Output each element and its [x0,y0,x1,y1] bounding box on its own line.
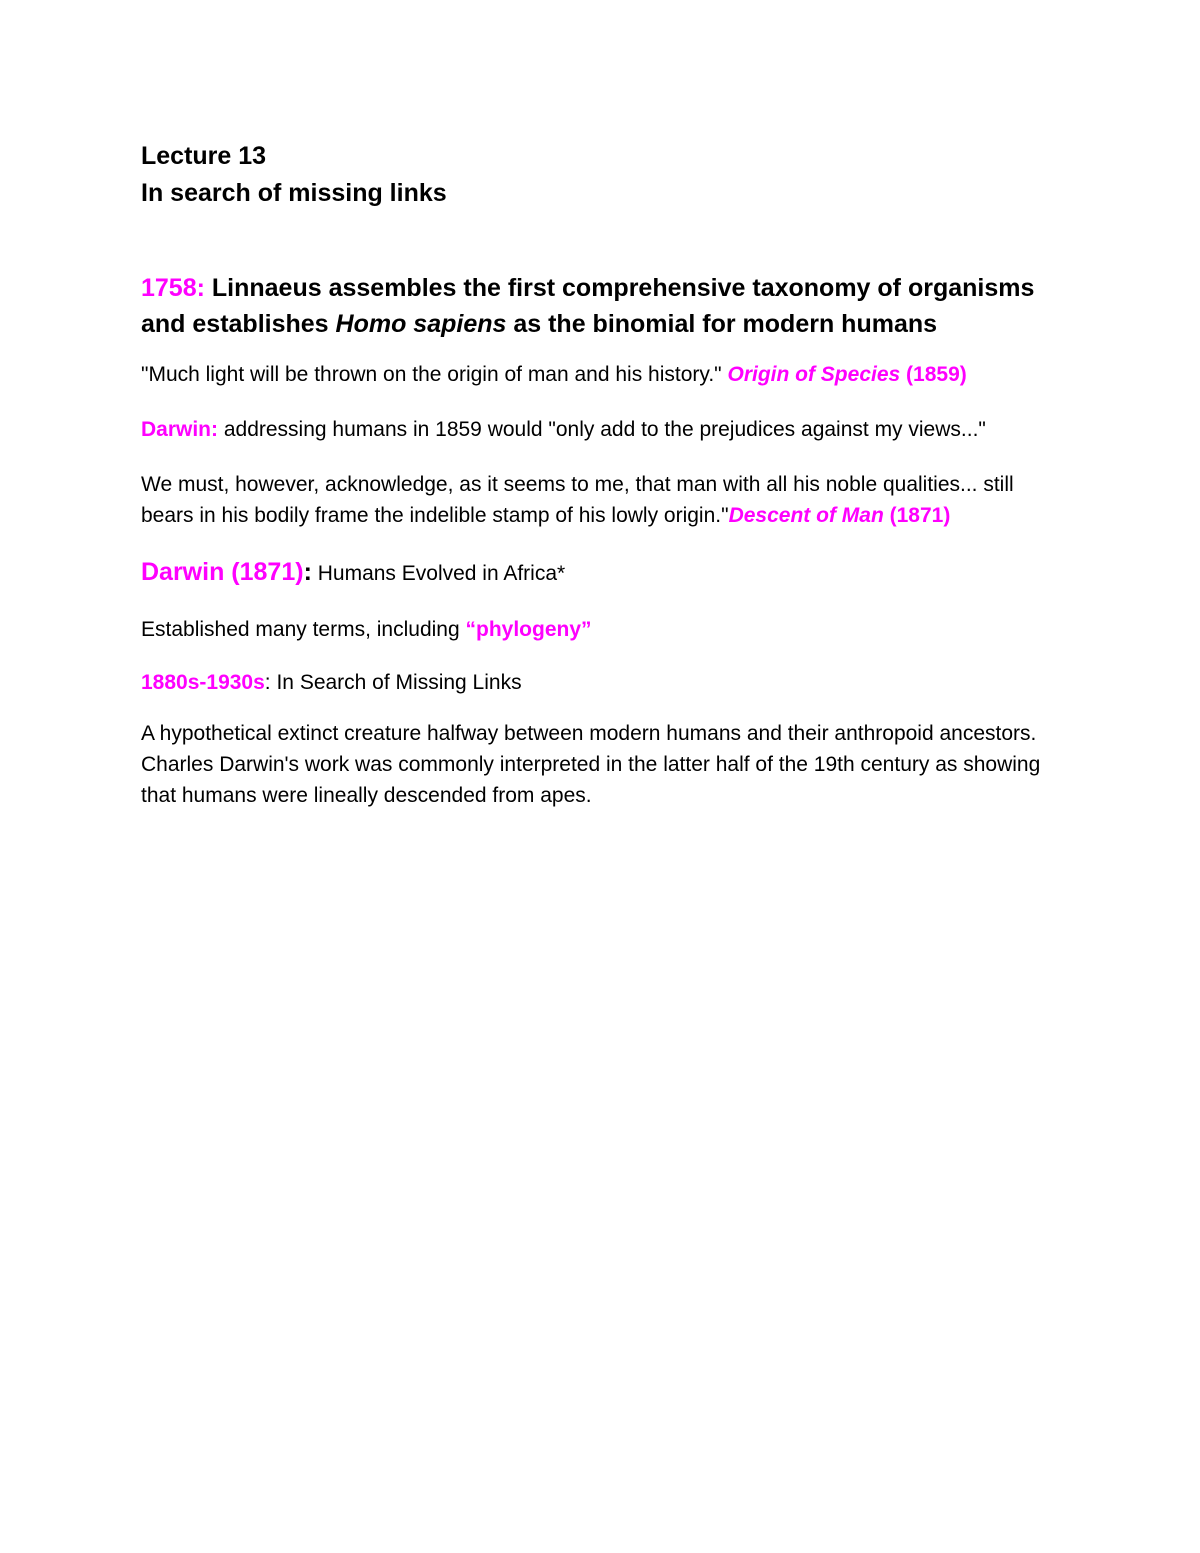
terms-paragraph [141,614,1071,645]
terms-text: Established many terms, including [141,618,466,641]
descent-quote-text: We must, however, acknowledge, as it seems to me, that man with all his noble qualities... still bears in his bodily frame the indelible stamp of his lowly origin." [141,473,1014,527]
phylogeny-term: “phylogeny” [465,618,592,641]
lecture-title [141,138,1071,212]
origin-quote-text: "Much light will be thrown on the origin of man and his history." [141,363,728,386]
darwin-1859-text: addressing humans in 1859 would "only add to the prejudices against my views..." [218,418,986,441]
origin-year: (1859) [900,363,967,386]
darwin-1859-paragraph [141,414,1071,445]
linnaeus-heading [141,270,1071,342]
darwin-1871-heading [141,554,1071,592]
descent-year: (1871) [883,504,951,527]
missing-link-definition: A hypothetical extinct creature halfway between modern humans and their anthropoid ancestors. Charles Darwin's work was commonly interpreted in the latter half of the 19th century as showing that humans were lineally descended from apes. [141,722,1041,807]
lecture-subtitle: In search of missing links [141,179,447,207]
darwin-label: Darwin: [141,418,219,441]
year-1758: 1758: [141,274,205,302]
linnaeus-text-2: as the binomial for modern humans [506,310,938,338]
homo-sapiens: Homo sapiens [335,310,507,338]
missing-links-label: 1880s-1930s [141,671,265,694]
missing-links-heading [141,667,1071,698]
darwin-1871-label: Darwin (1871) [141,558,304,586]
missing-links-text: : In Search of Missing Links [264,671,522,694]
descent-source: Descent of Man [728,504,884,527]
origin-quote [141,359,1071,390]
darwin-1871-colon: : [303,558,312,586]
descent-quote [141,469,1071,531]
origin-source: Origin of Species [727,363,901,386]
lecture-number: Lecture 13 [141,142,267,170]
linnaeus-text-1: Linnaeus assembles the first comprehensive taxonomy of organisms and establishes [141,274,1035,338]
darwin-1871-text: Humans Evolved in Africa* [311,562,566,585]
document-page [141,138,1071,811]
